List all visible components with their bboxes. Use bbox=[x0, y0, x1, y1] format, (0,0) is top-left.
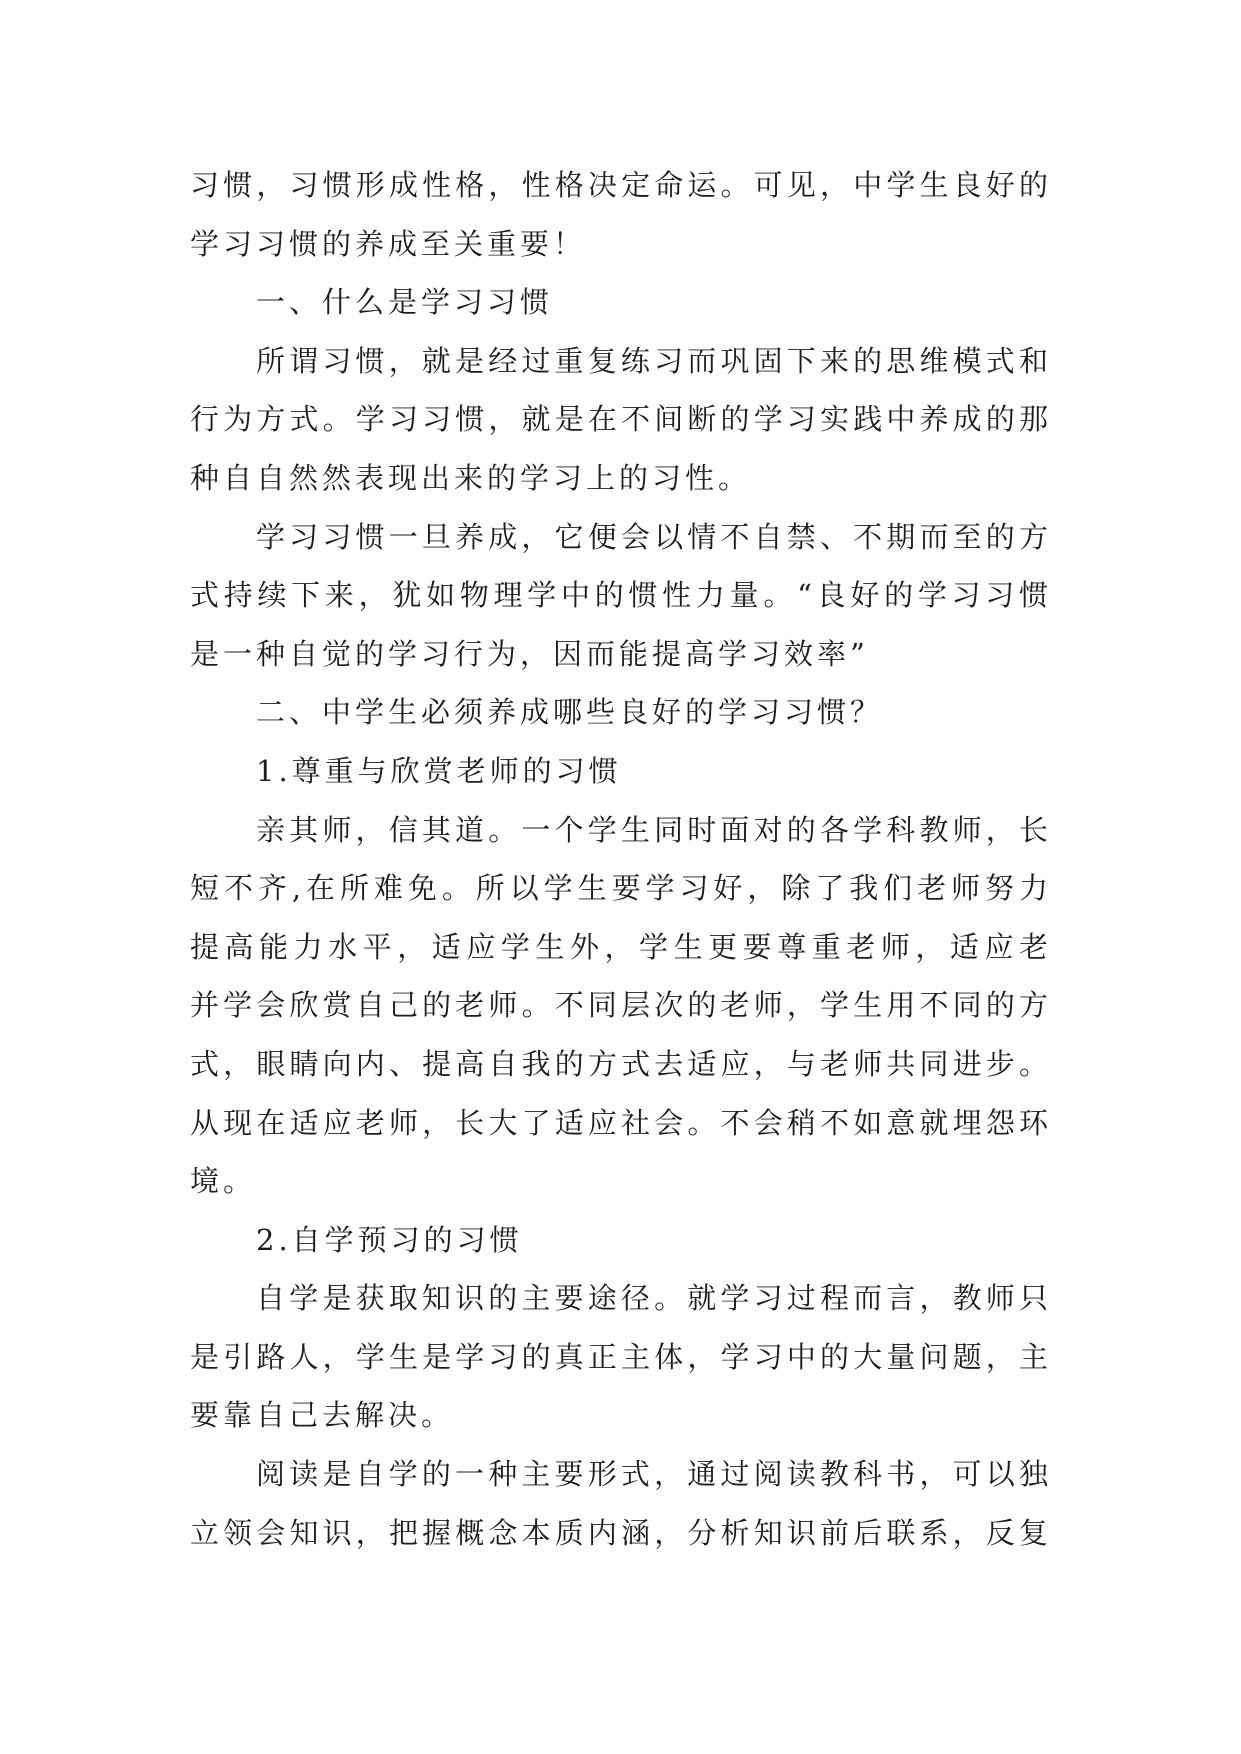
text-line: 所谓习惯，就是经过重复练习而巩固下来的思维模式和 bbox=[256, 343, 1051, 378]
text-line: 并学会欣赏自己的老师。不同层次的老师，学生用不同的方 bbox=[190, 988, 1051, 1023]
text-line: 习惯，习惯形成性格，性格决定命运。可见，中学生良好的 bbox=[190, 168, 1051, 202]
section-heading bbox=[190, 683, 1051, 742]
text-line: 短不齐,在所难免。所以学生要学习好，除了我们老师努力 bbox=[190, 871, 1051, 906]
text-line: 境。 bbox=[190, 1164, 257, 1199]
heading-text: 二、中学生必须养成哪些良好的学习习惯？ bbox=[256, 695, 884, 730]
subsection-heading bbox=[190, 1211, 1051, 1270]
text-line: 要靠自己去解决。 bbox=[190, 1398, 455, 1433]
paragraph bbox=[190, 508, 1051, 684]
heading-text: 一、什么是学习习惯 bbox=[256, 285, 554, 320]
document-body bbox=[190, 156, 1051, 1562]
heading-text: 1.尊重与欣赏老师的习惯 bbox=[256, 753, 622, 788]
text-line: 提高能力水平，适应学生外，学生更要尊重老师，适应老 bbox=[190, 929, 1051, 964]
text-line: 亲其师，信其道。一个学生同时面对的各学科教师，长 bbox=[256, 812, 1051, 847]
text-line: 自学是获取知识的主要途径。就学习过程而言，教师只 bbox=[256, 1281, 1051, 1316]
paragraph bbox=[190, 1269, 1051, 1445]
paragraph bbox=[190, 801, 1051, 1211]
text-line: 从现在适应老师，长大了适应社会。不会稍不如意就埋怨环 bbox=[190, 1105, 1051, 1140]
paragraph bbox=[190, 156, 1051, 273]
text-line: 阅读是自学的一种主要形式，通过阅读教科书，可以独 bbox=[256, 1457, 1051, 1492]
text-line: 式，眼睛向内、提高自我的方式去适应，与老师共同进步。 bbox=[190, 1046, 1051, 1081]
text-line: 是一种自觉的学习行为，因而能提高学习效率” bbox=[190, 636, 869, 671]
text-line: 学习习惯的养成至关重要！ bbox=[190, 226, 587, 261]
text-line: 种自自然然表现出来的学习上的习性。 bbox=[190, 460, 752, 495]
paragraph bbox=[190, 1445, 1051, 1562]
section-heading bbox=[190, 273, 1051, 332]
heading-text: 2.自学预习的习惯 bbox=[256, 1222, 523, 1257]
text-line: 行为方式。学习习惯，就是在不间断的学习实践中养成的那 bbox=[190, 402, 1051, 437]
text-line: 式持续下来，犹如物理学中的惯性力量。“良好的学习习惯 bbox=[190, 578, 1051, 613]
text-line: 是引路人，学生是学习的真正主体，学习中的大量问题，主 bbox=[190, 1339, 1051, 1374]
text-line: 立领会知识，把握概念本质内涵，分析知识前后联系，反复 bbox=[190, 1515, 1051, 1550]
text-line: 学习习惯一旦养成，它便会以情不自禁、不期而至的方 bbox=[256, 519, 1051, 554]
paragraph bbox=[190, 332, 1051, 508]
subsection-heading bbox=[190, 742, 1051, 801]
